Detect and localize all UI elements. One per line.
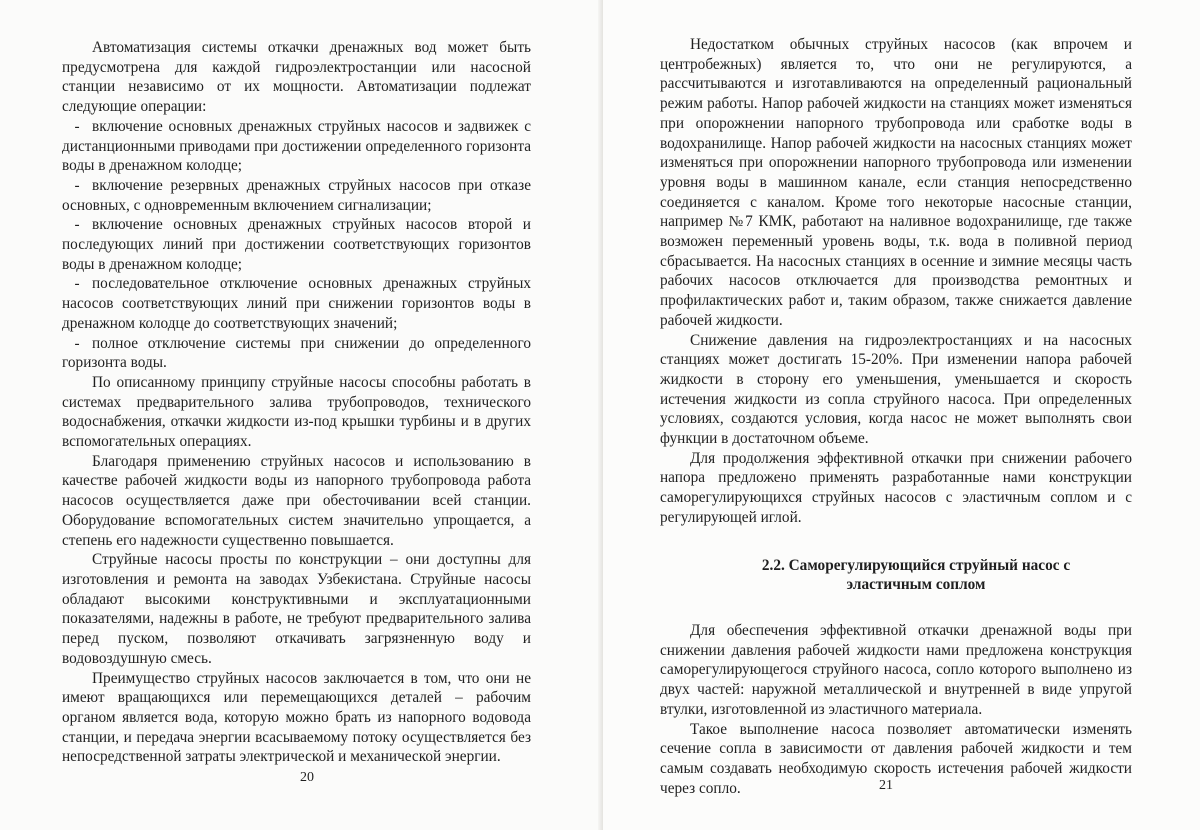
body-paragraph: Благодаря применению струйных насосов и использованию в качестве рабочей жидкости воды из напорного трубопровода работа насосов осуществляется даже при обесточивании всей станции. Оборудование вспомогательных систем значительно упрощается, а степень его надежности существенно повышается. bbox=[62, 452, 531, 549]
right-page bbox=[603, 0, 1200, 830]
dash-marker: - bbox=[74, 176, 80, 194]
operation-item: - включение основных дренажных струйных насосов второй и последующих линий при достижении соответствующих горизонтов воды в дренажном колодце; bbox=[62, 216, 531, 273]
dash-marker: - bbox=[74, 275, 80, 293]
dash-marker: - bbox=[74, 117, 80, 135]
dash-marker: - bbox=[74, 334, 80, 352]
body-paragraph: Недостатком обычных струйных насосов (как впрочем и центробежных) является то, что они не регулируются, а рассчитываются и изготавливаются на определенный рациональный режим работы. Напор рабочей жидкости на станциях может изменяться при опорожнении напорного трубопровода или сработке воды в водохранилище. Напор рабочей жидкости на насосных станциях может изменяться при опорожнении напорного трубопровода или изменении уровня воды в машинном канале, если станция непосредственно соединяется с каналом. Кроме того некоторые насосные станции, например №7 КМК, работают на наливное водохранилище, где также возможен переменный уровень воды, т.к. вода в поливной период сбрасывается. На насосных станциях в осенние и зимние месяцы часть рабочих насосов отключается для производства ремонтных и профилактических работ и, таким образом, также снижается давление рабочей жидкости. bbox=[660, 36, 1132, 329]
body-paragraph: Снижение давления на гидроэлектростанциях и на насосных станциях может достигать 15-20%. При изменении напора рабочей жидкости в сторону его уменьшения, уменьшается и скорость истечения жидкости из сопла струйного насоса. При определенных условиях, создаются условия, когда насос не может выполнять свои функции в достаточном объеме. bbox=[660, 331, 1132, 448]
body-paragraph: Преимущество струйных насосов заключается в том, что они не имеют вращающихся или перемещающихся деталей – рабочим органом является вода, которую можно брать из напорного водовода станции, и передача энергии всасываемому потоку осуществляется без непосредственной затраты электрической и механической энергии. bbox=[62, 669, 531, 766]
body-paragraph: Такое выполнение насоса позволяет автоматически изменять сечение сопла в зависимости от давления рабочей жидкости и тем самым создавать необходимую скорость истечения рабочей жидкости через сопло. bbox=[660, 720, 1132, 797]
operation-item: - включение основных дренажных струйных насосов и задвижек с дистанционными приводами при достижении определенного горизонта воды в дренажном колодце; bbox=[62, 117, 531, 175]
body-paragraph: Струйные насосы просты по конструкции – они доступны для изготовления и ремонта на заводах Узбекистана. Струйные насосы обладают высокими конструктивными и эксплуатационными показателями, надежны в работе, не требуют предварительного залива перед пуском, позволяют откачивать загрязненную воду и водовоздушную смесь. bbox=[62, 551, 531, 667]
section-heading: 2.2. Саморегулирующийся струйный насос с эластичным соплом bbox=[761, 556, 1071, 594]
operation-item: - включение резервных дренажных струйных насосов при отказе основных, с одновременным включением сигнализации; bbox=[62, 176, 531, 214]
left-text-column bbox=[62, 38, 531, 767]
page-number-left: 20 bbox=[300, 770, 314, 785]
body-paragraph: Для продолжения эффективной откачки при снижении рабочего напора предложено применять разработанные нами конструкции саморегулирующихся струйных насосов с эластичным соплом и с регулирующей иглой. bbox=[660, 449, 1132, 526]
intro-paragraph: Автоматизация системы откачки дренажных вод может быть предусмотрена для каждой гидроэлектростанции или насосной станции независимо от их мощности. Автоматизации подлежат следующие операции: bbox=[62, 39, 531, 116]
right-text-column bbox=[660, 35, 1132, 798]
dash-marker: - bbox=[74, 216, 80, 234]
operation-item: - полное отключение системы при снижении до определенного горизонта воды. bbox=[62, 334, 531, 372]
operation-item: - последовательное отключение основных дренажных струйных насосов соответствующих линий при снижении горизонтов воды в дренажном колодце до соответствующих значений; bbox=[62, 275, 531, 332]
body-paragraph: По описанному принципу струйные насосы способны работать в системах предварительного залива трубопроводов, технического водоснабжения, откачки жидкости из-под крышки турбины и в других вспомогательных операциях. bbox=[62, 373, 531, 451]
body-paragraph: Для обеспечения эффективной откачки дренажной воды при снижении давления рабочей жидкости нами предложена конструкция саморегулирующегося струйного насоса, сопло которого выполнено из двух частей: наружной металлической и внутренней в виде упругой втулки, изготовленной из эластичного материала. bbox=[660, 621, 1132, 718]
page-number-right: 21 bbox=[879, 778, 893, 793]
